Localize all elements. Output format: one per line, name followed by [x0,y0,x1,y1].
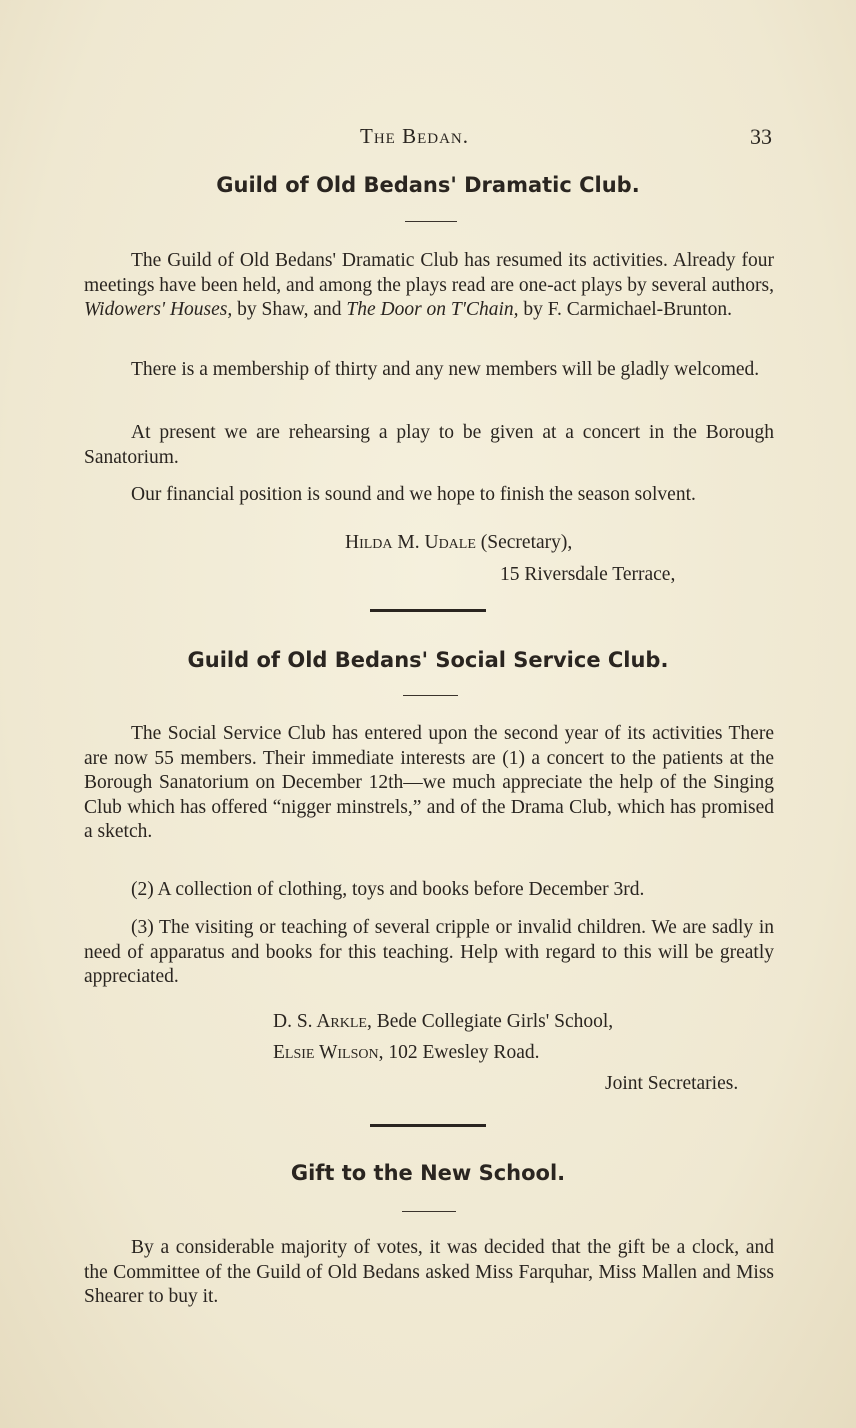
running-header [0,124,856,154]
signatory-name: Elsie Wilson, [273,1042,384,1063]
title-rule [403,695,458,696]
social-signature-1 [273,1010,613,1035]
text-run: The Guild of Old Bedans' Dramatic Club has resumed its activities. Already four meetings have been held, and among the plays read are one-act plays by several authors, [84,250,774,296]
play-title-widowers-houses: Widowers' Houses, [84,299,233,320]
text-run: by Shaw, and [232,299,347,320]
signatory-detail: Bede Collegiate Girls' School, [371,1011,614,1032]
page-number: 33 [750,124,772,149]
signatory-name: D. S. Arkle, [273,1011,372,1032]
dramatic-signature [345,531,572,556]
signatory-role: (Secretary), [480,532,573,553]
gift-paragraph-1: By a considerable majority of votes, it was decided that the gift be a clock, and the Committee of the Guild of Old Bedans asked Miss Farquhar, Miss Mallen and Miss Shearer to buy it. [84,1237,774,1307]
social-paragraph-2: (2) A collection of clothing, toys and books before December 3rd. [131,879,645,900]
play-title-door-on-tchain: The Door on T'Chain, [346,299,519,320]
section-divider [370,609,486,612]
running-title: The Bedan. [360,124,469,148]
dramatic-signature-address: 15 Riversdale Terrace, [500,564,676,585]
signatory-name: Hilda M. Udale [345,532,476,553]
social-signature-role: Joint Secretaries. [605,1073,739,1094]
dramatic-paragraph-2: There is a membership of thirty and any new members will be gladly welcomed. [131,359,760,380]
section-title-gift-new-school: Gift to the New School. [290,1161,566,1185]
social-signature-2 [273,1041,539,1066]
title-rule [405,221,457,222]
social-paragraph-1: The Social Service Club has entered upon the second year of its activities There are now 55 members. Their immediate interests are (1) a concert to the patients at the Borough Sanatorium on December 12th—we much appreciate the help of the Singing Club which has offered “nigger minstrels,” and of the Drama Club, which has promised a sketch. [84,723,774,842]
signatory-detail: 102 Ewesley Road. [383,1042,540,1063]
section-divider [370,1124,486,1127]
section-title-dramatic-club: Guild of Old Bedans' Dramatic Club. [216,173,640,197]
dramatic-paragraph-3: At present we are rehearsing a play to be given at a concert in the Borough Sanatorium. [84,422,774,468]
title-rule [402,1211,456,1212]
section-title-social-service-club: Guild of Old Bedans' Social Service Club. [187,648,669,672]
text-run: by F. Carmichael-Brunton. [518,299,732,320]
dramatic-paragraph-1 [84,249,774,323]
dramatic-paragraph-4: Our financial position is sound and we hope to finish the season solvent. [131,484,696,505]
social-paragraph-3: (3) The visiting or teaching of several cripple or invalid children. We are sadly in need of apparatus and books for this teaching. Help with regard to this will be greatly appreciated. [84,917,774,987]
